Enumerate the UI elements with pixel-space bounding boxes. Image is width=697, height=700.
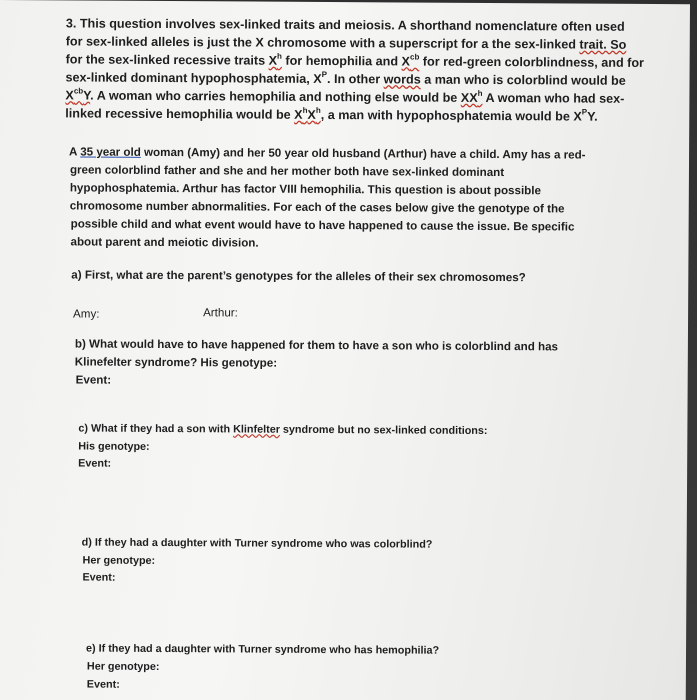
part-e-genotype: Her genotype:	[86, 660, 160, 673]
amy-label: Amy:	[73, 307, 100, 321]
part-e-line-1: e) If they had a daughter with Turner syndrome who has hemophilia?	[86, 642, 440, 657]
scenario-line-4: chromosome number abnormalities. For each of the cases below give the genotype of the	[69, 199, 565, 216]
scenario-line-6: about parent and meiotic division.	[70, 235, 259, 250]
part-a-question: a) First, what are the parent’s genotypes for the alleles of their sex chromosomes?	[71, 268, 526, 285]
intro-line-1: 3. This question involves sex-linked traits and meiosis. A shorthand nomenclature often used	[65, 16, 625, 34]
intro-line-5: $X^{cb}Y$. A woman who carries hemophilia and nothing else would be $XX^h$ A woman who had sex-	[65, 86, 625, 106]
intro-line-3: for the sex-linked recessive traits $X^h$ for hemophilia and $X^{cb}$ for red-green colorblindness, and for	[65, 51, 644, 70]
intro-line-4: sex-linked dominant hypophosphatemia, $X^P$. In other words a man who is colorblind would be	[65, 69, 626, 88]
scenario-line-3: hypophosphatemia. Arthur has factor VIII hemophilia. This question is about possible	[69, 181, 541, 198]
intro-line-2: for sex-linked alleles is just the X chromosome with a superscript for a the sex-linked trait. So	[65, 34, 627, 52]
part-d-line-1: d) If they had a daughter with Turner syndrome who was colorblind?	[81, 536, 433, 551]
part-d-event: Event:	[82, 571, 116, 584]
part-b-event: Event:	[75, 373, 112, 387]
scenario-line-1: A 35 year old woman (Amy) and her 50 year old husband (Arthur) have a child. Amy has a red-	[69, 145, 586, 162]
part-c-event: Event:	[78, 457, 112, 470]
arthur-label: Arthur:	[203, 306, 238, 320]
scenario-line-2: green colorblind father and she and her mother both have sex-linked dominant	[69, 163, 505, 180]
part-d-genotype: Her genotype:	[82, 554, 156, 567]
part-b-line-2: Klinefelter syndrome? His genotype:	[74, 355, 278, 370]
part-e-event: Event:	[86, 678, 120, 691]
scenario-line-5: possible child and what event would have to have happened to cause the issue. Be specific	[70, 217, 575, 234]
part-c-genotype: His genotype:	[78, 440, 150, 453]
part-c-line-1: c) What if they had a son with Klinfelter syndrome but no sex-linked conditions:	[78, 422, 488, 437]
part-b-line-1: b) What would have to have happened for them to have a son who is colorblind and has	[74, 337, 559, 354]
intro-line-6: linked recessive hemophilia would be $X^hX^h$, a man with hypophosphatemia would be $X^PY$.	[65, 105, 598, 124]
